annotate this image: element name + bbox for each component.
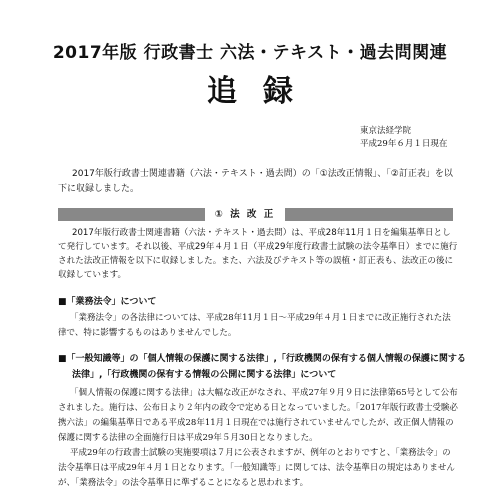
section1-paragraph: 2017年版行政書士関連書籍（六法・テキスト・過去問）は、平成28年11月１日を編集基準日として発行しています。それ以後、平成29年４月１日（平成29年度行政書士試験の法令基準日）までに施行された法改正情報を以下に収録しました。また、六法及びテキスト等の誤植・訂正表も、法改正の後に収録しています。	[58, 228, 458, 280]
document-title: 2017年版 行政書士 六法・テキスト・過去問関連	[52, 43, 448, 63]
document-subtitle: 追録	[207, 74, 319, 109]
subsection-b-paragraph-2: 平成29年の行政書士試験の実施要項は７月に公表されますが、例年のとおりですと、「業務法令」の法令基準日は平成29年４月１日となります。「一般知識等」に関しては、法令基準日の規定はありませんが、「業務法令」の法令基準日に準ずることになると思われます。	[58, 448, 455, 488]
publisher-date: 平成29年６月１日現在	[360, 139, 448, 149]
subsection-b-body	[58, 386, 458, 491]
subsection-a-heading: ■「業務法令」について	[58, 297, 157, 307]
publisher-block	[360, 125, 447, 151]
intro-block	[58, 167, 453, 197]
subsection-b-heading-2: 法律」,「行政機関の保有する情報の公開に関する法律」について	[72, 370, 337, 380]
subsection-b-heading-1: ■「一般知識等」の「個人情報の保護に関する法律」,「行政機関の保有する個人情報の保護に関する	[58, 354, 466, 364]
subsection-a-body	[58, 311, 458, 341]
publisher-name: 東京法経学院	[360, 126, 412, 136]
section-heading-law-revision: ① 法 改 正	[205, 208, 285, 221]
subsection-a-paragraph: 「業務法令」の各法律については、平成28年11月１日～平成29年４月１日までに改正施行された法律で、特に影響するものはありませんでした。	[58, 313, 451, 338]
section1-body	[58, 226, 458, 282]
subsection-b-paragraph-1: 「個人情報の保護に関する法律」は大幅な改正がなされ、平成27年９月９日に法律第65号として公布されました。施行は、公布日より２年内の政令で定める日となっていました。「2017年版行政書士受験必携六法」の編集基準日である平成28年11月１日現在では施行されていませんでしたが、改正個人情報の保護に関する法律の全面施行日は平成29年５月30日となりました。	[58, 388, 458, 443]
intro-paragraph: 2017年版行政書士関連書籍（六法・テキスト・過去問）の「①法改正情報」、「②訂正表」を以下に収録しました。	[58, 169, 453, 194]
